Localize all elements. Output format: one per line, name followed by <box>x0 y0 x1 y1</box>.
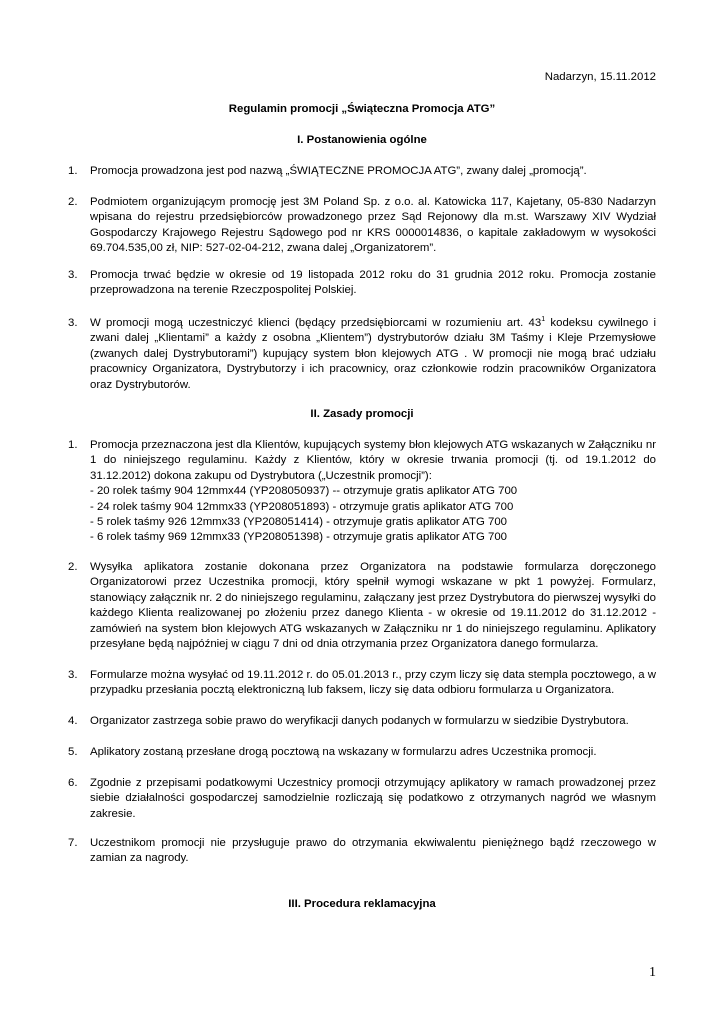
section-2-item-6 <box>68 776 656 822</box>
offer-line-1: - 20 rolek taśmy 904 12mmx44 (YP208050937) -- otrzymuje gratis aplikator ATG 700 <box>90 485 518 498</box>
superscript: 1 <box>541 316 546 324</box>
section-1-heading: I. Postanowienia ogólne <box>297 134 427 146</box>
item-text: Podmiotem organizującym promocję jest 3M Poland Sp. z o.o. al. Katowicka 117, Kajetany, 05-830 Nadarzyn wpisana do rejestru przedsiębiorców prowadzonego przez Sąd Rejonowy dla m.st. Warszawy XIV Wydział Gospodarczy Krajowego Rejestru Sądowego pod nr KRS 0000014836, o kapitale zakładowym w wysokości 69.704.535,00 zł, NIP: 527-02-04-212, zwana dalej „Organizatorem”. <box>90 196 656 255</box>
item-number: 7. <box>68 837 78 849</box>
item-number: 3. <box>68 669 78 681</box>
item-number: 3. <box>68 269 78 281</box>
item-text: Uczestnikom promocji nie przysługuje prawo do otrzymania ekwiwalentu pieniężnego bądź rzeczowego w zamian za nagrody. <box>90 837 656 865</box>
section-2-item-2 <box>68 560 656 652</box>
document-title: Regulamin promocji „Świąteczna Promocja ATG” <box>228 103 496 115</box>
item-number: 2. <box>68 196 78 208</box>
section-2-item-7 <box>68 836 656 867</box>
section-2-item-1 <box>68 438 656 546</box>
offer-line-2: - 24 rolek taśmy 904 12mmx33 (YP208051893) - otrzymuje gratis aplikator ATG 700 <box>90 500 514 513</box>
item-text: Zgodnie z przepisami podatkowymi Uczestnicy promocji otrzymujący aplikatory w ramach prowadzonej przez siebie działalności gospodarczej samodzielnie rozliczają się podatkowo z otrzymanych nagród we własnym zakresie. <box>90 777 656 820</box>
item-number: 1. <box>68 165 78 177</box>
item-text <box>90 316 656 393</box>
item-text-part-a: W promocji mogą uczestniczyć klienci (będący przedsiębiorcami w rozumieniu art. 43 <box>90 317 542 329</box>
item-text: Aplikatory zostaną przesłane drogą pocztową na wskazany w formularzu adres Uczestnika promocji. <box>90 746 597 758</box>
section-2-item-3 <box>68 668 656 699</box>
item-text: Organizator zastrzega sobie prawo do weryfikacji danych podanych w formularzu w siedzibie Dystrybutora. <box>90 715 629 727</box>
item-text: Formularze można wysyłać od 19.11.2012 r. do 05.01.2013 r., przy czym liczy się data stempla pocztowego, a w przypadku przesłania pocztą elektroniczną lub faksem, liczy się data odbioru formularza u Organizatora. <box>90 669 656 697</box>
item-number: 4. <box>68 715 78 727</box>
item-text: Promocja trwać będzie w okresie od 19 listopada 2012 roku do 31 grudnia 2012 roku. Promocja zostanie przeprowadzona na terenie Rzeczpospolitej Polskiej. <box>90 269 656 297</box>
page-number: 1 <box>649 965 656 980</box>
section-1-item-2 <box>68 195 656 257</box>
section-3-heading: III. Procedura reklamacyjna <box>288 898 436 910</box>
section-2-heading: II. Zasady promocji <box>310 408 414 420</box>
section-1-item-4 <box>68 316 657 393</box>
item-text: Promocja prowadzona jest pod nazwą „ŚWIĄTECZNE PROMOCJA ATG”, zwany dalej „promocją”. <box>90 165 587 177</box>
item-text: Wysyłka aplikatora zostanie dokonana przez Organizatora na podstawie formularza doręczonego Organizatorowi przez Uczestnika promocji, który spełnił wymogi wskazane w pkt 1 powyżej. Formularz, stanowiący załącznik nr. 2 do niniejszego regulaminu, załączany jest przez Dystrybutora do pierwszej wysyłki do każdego Klienta realizowanej po złożeniu przez danego Klienta - w okresie od 19.11.2012 do 31.12.2012 - zamówień na system błon klejowych ATG wskazanych w Załączniku nr 1 do niniejszego regulaminu. Aplikatory przesyłane będą najpóźniej w ciągu 7 dni od dnia otrzymania przez Organizatora danego formularza. <box>90 561 656 651</box>
offer-line-3: - 5 rolek taśmy 926 12mmx33 (YP208051414) - otrzymuje gratis aplikator ATG 700 <box>90 516 508 529</box>
item-text: Promocja przeznaczona jest dla Klientów, kupujących systemy błon klejowych ATG wskazanych w Załączniku nr 1 do niniejszego regulaminu. Każdy z Klientów, który w okresie trwania promocji (tj. od 19.1.2012 do 31.12.2012) dokona zakupu od Dystrybutora („Uczestnik promocji”): <box>90 439 656 482</box>
item-text-part-b: kodeksu cywilnego i zwani dalej „Klientami” a każdy z osobna „Klientem”) dystrybutorów działu 3M Taśmy i Kleje Przemysłowe (zwanych dalej Dystrybutorami”) kupujący system błon klejowych ATG . W promocji nie mogą brać udziału pracownicy Organizatora, Dystrybutorzy i ich pracownicy, oraz członkowie rodzin pracowników Organizatora oraz Dystrybutorów. <box>90 317 657 391</box>
item-number: 1. <box>68 439 78 451</box>
section-1-item-3 <box>68 268 656 299</box>
item-number: 2. <box>68 561 78 573</box>
item-number: 5. <box>68 746 78 758</box>
document-date: Nadarzyn, 15.11.2012 <box>544 71 656 83</box>
section-1-item-1 <box>68 164 656 179</box>
item-number: 6. <box>68 777 78 789</box>
offer-line-4: - 6 rolek taśmy 969 12mmx33 (YP208051398) - otrzymuje gratis aplikator ATG 700 <box>90 531 508 544</box>
section-2-item-4 <box>68 714 656 729</box>
section-2-item-5 <box>68 745 656 760</box>
item-number: 3. <box>68 317 78 329</box>
